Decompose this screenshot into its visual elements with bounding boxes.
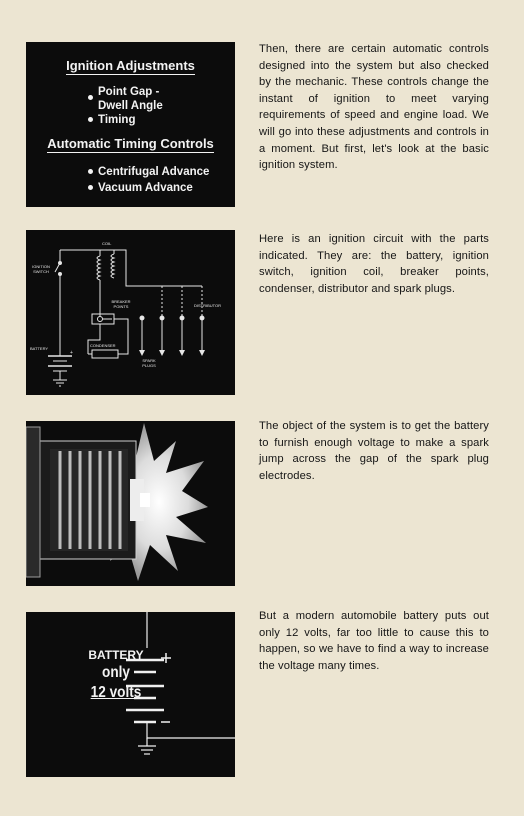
condenser-icon <box>92 350 118 358</box>
control-item-vacuum: Vacuum Advance <box>88 182 193 194</box>
switch-contact-icon <box>59 273 62 276</box>
battery-text: BATTERY <box>88 648 144 662</box>
adjustment-item-point-gap: Point Gap - <box>88 86 159 98</box>
caption-ignition-circuit: Here is an ignition circuit with the parts indicated. They are: the battery, ignition switch, ignition coil, breaker points, condenser, distributor and spark plugs. <box>259 233 489 295</box>
caption-spark-gap: The object of the system is to get the battery to furnish enough voltage to make a spark jump across the gap of the spark plug electrodes. <box>259 420 489 482</box>
battery-label: BATTERY <box>30 346 49 351</box>
battery-slide <box>26 612 235 777</box>
switch-blade <box>55 263 60 272</box>
control-item-centrifugal: Centrifugal Advance <box>88 166 209 178</box>
bullet-icon <box>88 169 93 174</box>
adjustment-item-dwell-angle: Dwell Angle <box>98 100 163 112</box>
coil-label: COIL <box>102 241 112 246</box>
switch-label: IGNITION SWITCH <box>32 264 50 274</box>
spark-plug-icon <box>199 350 205 356</box>
twelve-volts-text: 12 volts <box>90 684 142 701</box>
spark-plug-illustration <box>26 421 235 586</box>
spark-plug-icon <box>179 350 185 356</box>
adjustments-title: Ignition Adjustments <box>66 58 195 73</box>
caption-automatic-controls: Then, there are certain automatic controls designed into the system but also checked by the mechanic. These controls change the instant of ignition to meet varying requirements of speed and engine load. We will go into these adjustments and controls in a moment. But first, let's look at the basic ignition system. <box>259 43 489 172</box>
coil-secondary-icon <box>111 254 114 278</box>
bullet-icon <box>88 185 93 190</box>
condenser-label: CONDENSER <box>90 343 116 348</box>
coil-primary-icon <box>97 256 100 280</box>
ignition-circuit-slide <box>26 230 235 395</box>
adjustments-slide <box>26 42 235 207</box>
spark-plug-slide <box>26 421 235 586</box>
bullet-icon <box>88 117 93 122</box>
automatic-controls-title: Automatic Timing Controls <box>47 136 214 151</box>
caption-battery-voltage: But a modern automobile battery puts out only 12 volts, far too little to cause this to happen, so we have to find a way to increase the voltage many times. <box>259 610 489 672</box>
spark-plugs-label: SPARK PLUGS <box>142 358 156 368</box>
circuit-diagram <box>26 230 235 395</box>
plus-sign-icon <box>161 653 171 663</box>
spark-plug-icon <box>139 350 145 356</box>
battery-plus-sign: + <box>70 350 73 356</box>
bullet-icon <box>88 95 93 100</box>
breaker-label: BREAKER POINTS <box>111 299 131 309</box>
spark-plug-body <box>26 427 150 577</box>
adjustment-item-timing: Timing <box>88 114 135 126</box>
spark-plug-icon <box>159 350 165 356</box>
distributor-label: DISTRIBUTOR <box>194 303 222 308</box>
only-text: only <box>102 664 130 681</box>
